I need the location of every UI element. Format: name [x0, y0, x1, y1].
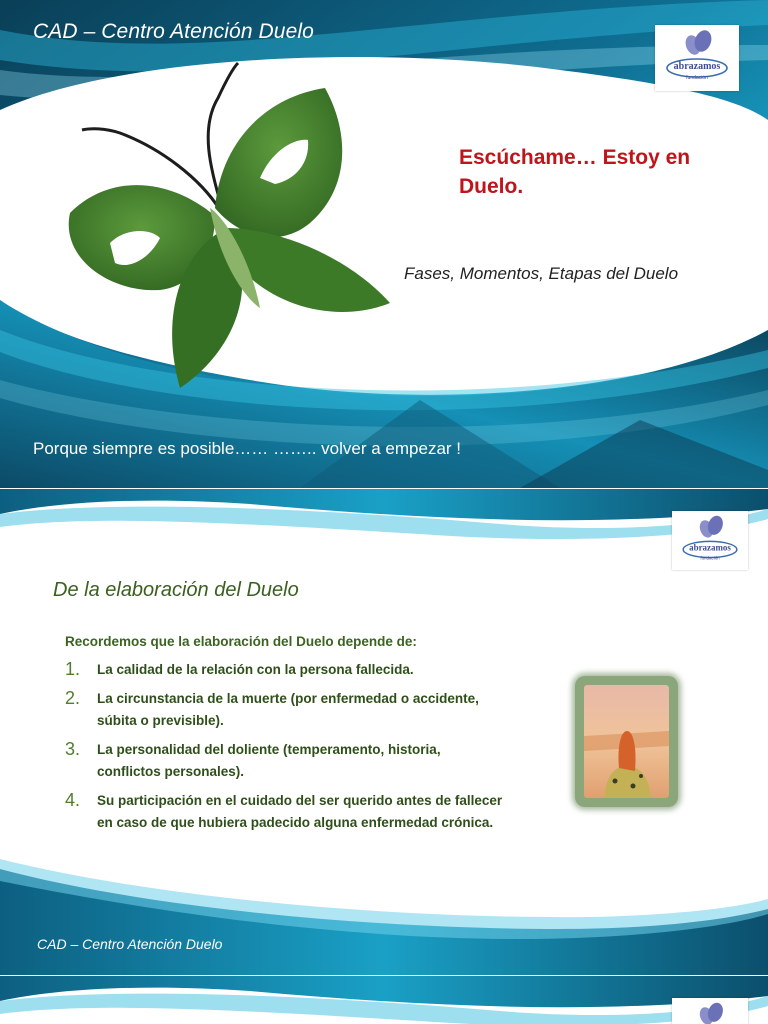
list-item — [65, 739, 505, 783]
header-title: CAD – Centro Atención Duelo — [33, 20, 314, 43]
slide-duelo-elaboration — [0, 489, 768, 975]
subheading: Fases, Momentos, Etapas del Duelo — [404, 264, 679, 283]
abrazamos-logo — [655, 25, 739, 91]
list-number: 3. — [65, 739, 81, 759]
svg-text:fundación: fundación — [686, 75, 708, 81]
abrazamos-logo — [672, 998, 748, 1024]
slide-title — [0, 0, 768, 488]
painting-image — [575, 676, 678, 807]
factor-list — [65, 659, 505, 841]
butterfly-logo-icon — [672, 998, 748, 1024]
list-text: La circunstancia de la muerte (por enfermedad o accidente, súbita o previsible). — [97, 691, 479, 728]
list-number: 4. — [65, 790, 81, 810]
list-item — [65, 688, 505, 732]
svg-text:fundación: fundación — [700, 555, 720, 561]
list-item — [65, 659, 505, 681]
tagline: Porque siempre es posible…… …….. volver a empezar ! — [33, 439, 462, 458]
headline: Escúchame… Estoy en Duelo. — [459, 146, 691, 198]
svg-text:abrazamos: abrazamos — [689, 542, 731, 553]
svg-text:abrazamos: abrazamos — [673, 61, 721, 72]
footer-title: CAD – Centro Atención Duelo — [37, 936, 223, 952]
woman-painting-icon — [575, 676, 678, 807]
list-text: La calidad de la relación con la persona fallecida. — [97, 662, 414, 677]
butterfly-logo-icon — [655, 25, 739, 91]
abrazamos-logo — [672, 511, 748, 570]
list-text: La personalidad del doliente (temperamento, historia, conflictos personales). — [97, 742, 441, 779]
list-item — [65, 790, 505, 834]
slide-background — [0, 976, 768, 1024]
butterfly-logo-icon — [672, 511, 748, 570]
intro-text: Recordemos que la elaboración del Duelo depende de: — [65, 634, 417, 649]
list-text: Su participación en el cuidado del ser querido antes de fallecer en caso de que hubiera padecido alguna enfermedad crónica. — [97, 793, 503, 830]
slide-title: De la elaboración del Duelo — [53, 579, 299, 601]
leaf-butterfly-illustration — [50, 58, 395, 410]
slide-partial — [0, 976, 768, 1024]
list-number: 1. — [65, 659, 81, 679]
list-number: 2. — [65, 688, 81, 708]
